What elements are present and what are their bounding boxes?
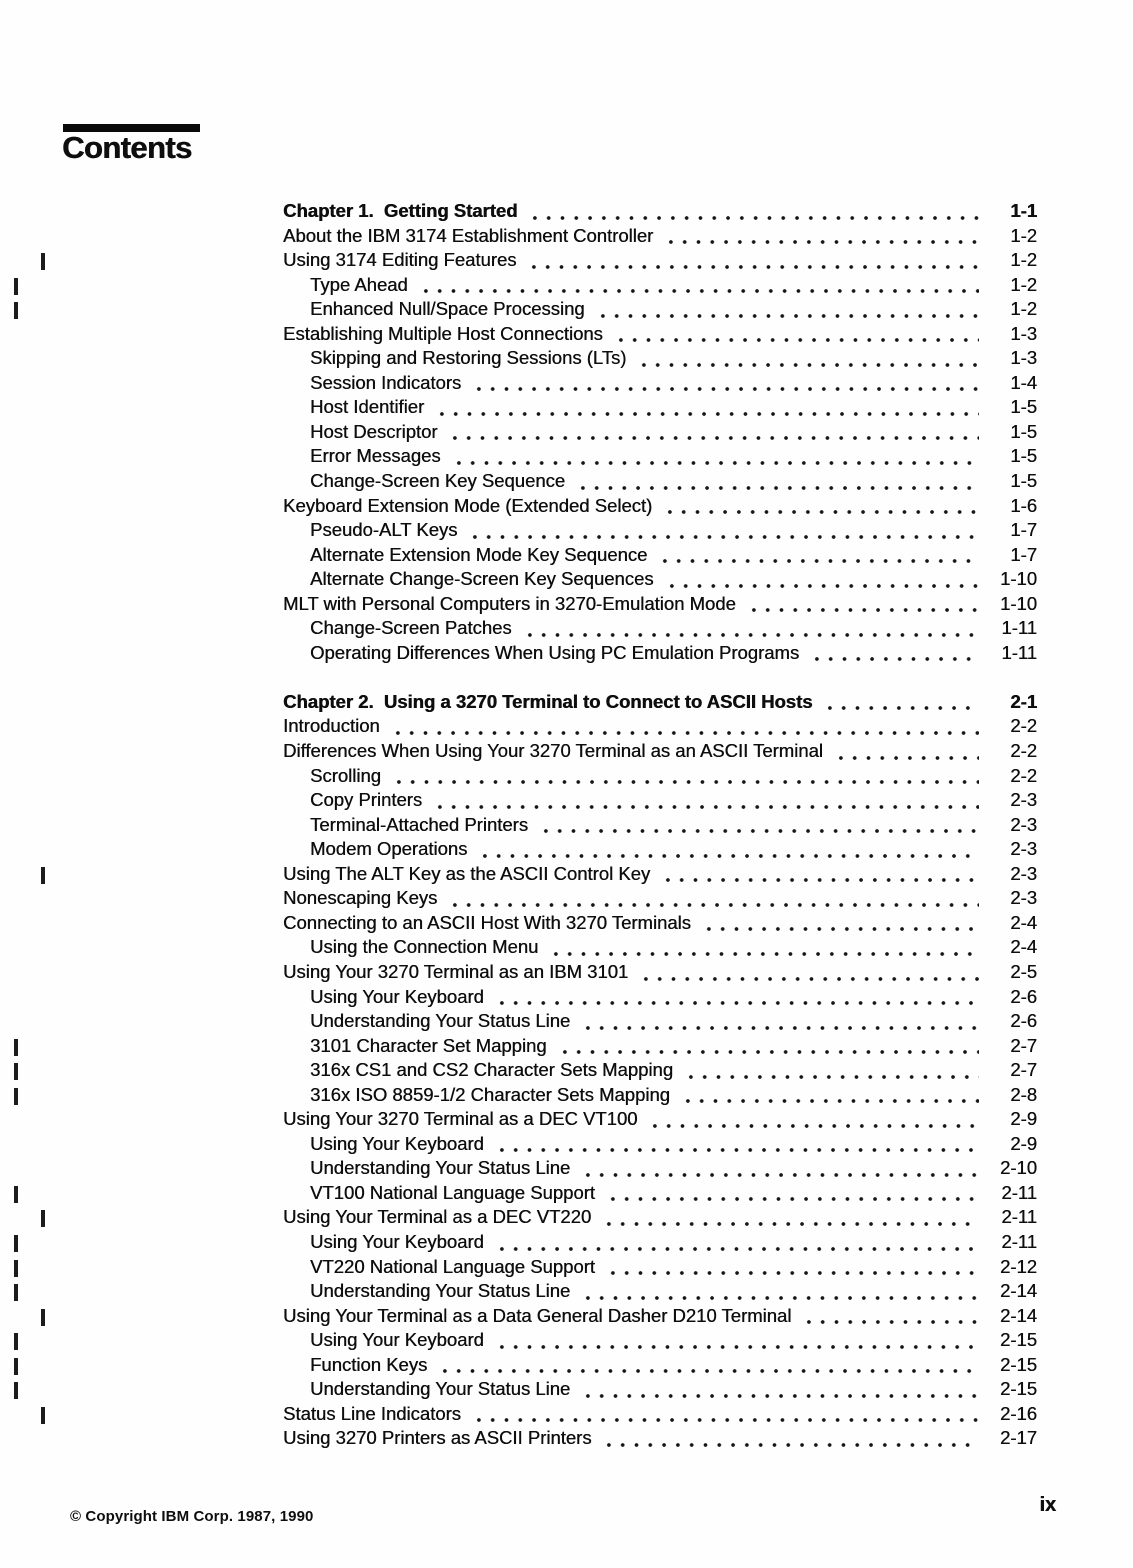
toc-entry-page-number: 2-17 [999,1427,1037,1449]
change-bar [14,1333,18,1350]
toc-entry-label: Change-Screen Patches [310,617,512,639]
dot-leader [438,1368,979,1374]
toc-entry-row [283,887,1037,912]
toc-entry-label: Status Line Indicators [283,1402,461,1424]
toc-entry-row [283,789,1037,814]
toc-entry-page-number: 2-9 [1010,1108,1037,1130]
dot-leader [602,1221,979,1227]
change-bar [14,1063,18,1080]
toc-entry-label: Using Your Terminal as a DEC VT220 [283,1206,592,1228]
toc-entry-row [283,1231,1037,1256]
dot-leader [596,313,979,319]
toc-entry-page-number: 2-14 [999,1304,1037,1326]
dot-leader [495,1344,979,1350]
change-bar [14,1088,18,1105]
toc-entry-label: Using Your Keyboard [310,985,484,1007]
toc-entry-page-number: 2-9 [1010,1132,1037,1154]
dot-leader [664,239,979,245]
toc-entry-row [283,495,1037,520]
change-bar [14,1186,18,1203]
dot-leader [523,632,979,638]
dot-leader [648,1123,979,1129]
toc-entry-page-number: 2-11 [1001,1181,1037,1203]
toc-entry-row [283,1378,1037,1403]
toc-entry-row [283,1280,1037,1305]
toc-entry-label: Host Identifier [310,396,425,418]
toc-entry-label: Using Your 3270 Terminal as an IBM 3101 [283,960,629,982]
dot-leader [802,1319,979,1325]
toc-entry-page-number: 1-5 [1010,420,1037,442]
toc-entry-row [283,863,1037,888]
dot-leader [681,1098,979,1104]
toc-entry-page-number: 1-6 [1010,494,1037,516]
dot-leader [433,804,979,810]
dot-leader [558,1049,979,1055]
toc-entry-row [283,1084,1037,1109]
toc-entry-page-number: 2-12 [999,1255,1037,1277]
toc-entry-page-number: 1-5 [1010,445,1037,467]
dot-leader [419,288,979,294]
toc-entry-page-number: 2-4 [1010,936,1037,958]
toc-entry-page-number: 1-2 [1010,249,1037,271]
change-bar [14,1260,18,1277]
toc-entry-label: Establishing Multiple Host Connections [283,322,603,344]
toc-entry-row [283,715,1037,740]
change-bar [14,302,18,319]
toc-entry-label: Change-Screen Key Sequence [310,470,566,492]
dot-leader [614,337,979,343]
toc-entry-row [283,1108,1037,1133]
toc-entry-row [283,936,1037,961]
toc-entry-row [283,1035,1037,1060]
toc-entry-page-number: 2-15 [999,1329,1037,1351]
toc-entry-row [283,372,1037,397]
dot-leader [448,435,979,441]
toc-entry-page-number: 2-4 [1010,911,1037,933]
toc-entry-page-number: 1-2 [1010,298,1037,320]
toc-entry-label: Alternate Extension Mode Key Sequence [310,543,648,565]
dot-leader [435,411,979,417]
dot-leader [658,558,979,564]
toc-entry-row [283,1329,1037,1354]
dot-leader [495,1000,979,1006]
change-bar [14,1358,18,1375]
toc-entry-label: Chapter 1. Getting Started [283,200,518,221]
dot-leader [810,656,979,662]
dot-leader [747,607,979,613]
toc-entry-page-number: 1-1 [1010,200,1037,221]
dot-leader [392,779,979,785]
toc-entry-page-number: 1-2 [1010,224,1037,246]
toc-entry-label: Alternate Change-Screen Key Sequences [310,568,654,590]
change-bar [41,867,45,884]
toc-entry-label: Using Your Keyboard [310,1329,484,1351]
toc-entry-label: VT220 National Language Support [310,1255,595,1277]
dot-leader [527,264,979,270]
toc-entry-row [283,1059,1037,1084]
toc-entry-label: Type Ahead [310,273,408,295]
toc-entry-page-number: 2-1 [1010,690,1037,712]
change-bar [14,1039,18,1056]
toc-entry-page-number: 1-7 [1010,543,1037,565]
toc-entry-page-number: 1-11 [1001,641,1037,663]
dot-leader [823,705,979,711]
toc-entry-row [283,961,1037,986]
toc-entry-label: About the IBM 3174 Establishment Controller [283,224,654,246]
dot-leader [495,1246,979,1252]
toc-entry-page-number: 1-10 [999,568,1037,590]
change-bar [41,253,45,270]
dot-leader [661,877,979,883]
dot-leader [639,976,979,982]
toc-entry-page-number: 1-4 [1010,371,1037,393]
toc-entry-row [283,445,1037,470]
dot-leader [478,853,979,859]
toc-entry-row [283,225,1037,250]
toc-entry-label: 316x CS1 and CS2 Character Sets Mapping [310,1059,674,1081]
toc-entry-page-number: 2-3 [1010,887,1037,909]
toc-entry-label: Using Your Keyboard [310,1230,484,1252]
copyright-notice: © Copyright IBM Corp. 1987, 1990 [70,1508,314,1525]
toc-entry-label: Connecting to an ASCII Host With 3270 Terminals [283,911,691,933]
toc-entry-row [283,617,1037,642]
toc-entry-label: Using the Connection Menu [310,936,539,958]
toc-entry-row [283,396,1037,421]
toc-chapter-row [283,200,1037,225]
toc-entry-label: 3101 Character Set Mapping [310,1034,547,1056]
toc-entry-row [283,1427,1037,1452]
toc-entry-page-number: 2-11 [1001,1206,1037,1228]
toc-entry-label: Function Keys [310,1353,428,1375]
toc-entry-page-number: 2-15 [999,1353,1037,1375]
toc-entry-row [283,249,1037,274]
toc-entry-page-number: 2-3 [1010,838,1037,860]
toc-entry-label: Keyboard Extension Mode (Extended Select) [283,494,653,516]
toc-entry-page-number: 1-3 [1010,347,1037,369]
toc-entry-label: Chapter 2. Using a 3270 Terminal to Connect to ASCII Hosts [283,690,813,712]
toc-entry-page-number: 1-5 [1010,396,1037,418]
change-bar [14,1382,18,1399]
toc-entry-page-number: 2-2 [1010,740,1037,762]
change-bar [41,1210,45,1227]
toc-entry-label: Operating Differences When Using PC Emulation Programs [310,641,800,663]
dot-leader [472,386,979,392]
toc-entry-label: Using Your 3270 Terminal as a DEC VT100 [283,1108,638,1130]
table-of-contents [283,200,1037,1452]
toc-entry-row [283,347,1037,372]
dot-leader [495,1147,979,1153]
toc-entry-page-number: 1-2 [1010,273,1037,295]
toc-entry-label: Host Descriptor [310,420,438,442]
change-bar [14,278,18,295]
toc-entry-page-number: 1-5 [1010,470,1037,492]
toc-entry-label: Error Messages [310,445,441,467]
toc-entry-page-number: 2-7 [1010,1059,1037,1081]
toc-entry-page-number: 2-16 [999,1402,1037,1424]
toc-entry-row [283,740,1037,765]
toc-entry-page-number: 2-10 [999,1157,1037,1179]
toc-entry-page-number: 1-11 [1001,617,1037,639]
toc-entry-page-number: 2-15 [999,1378,1037,1400]
toc-entry-page-number: 2-14 [999,1280,1037,1302]
toc-entry-label: Enhanced Null/Space Processing [310,298,585,320]
dot-leader [528,215,979,221]
toc-entry-label: Using Your Terminal as a Data General Dasher D210 Terminal [283,1304,792,1326]
toc-chapter-row [283,691,1037,716]
dot-leader [468,534,979,540]
toc-entry-label: Using 3174 Editing Features [283,249,517,271]
dot-leader [452,460,979,466]
dot-leader [702,926,979,932]
toc-entry-row [283,544,1037,569]
toc-entry-row [283,1133,1037,1158]
toc-entry-label: Understanding Your Status Line [310,1157,571,1179]
toc-entry-label: Using Your Keyboard [310,1132,484,1154]
toc-entry-page-number: 2-5 [1010,960,1037,982]
toc-entry-label: MLT with Personal Computers in 3270-Emulation Mode [283,592,736,614]
dot-leader [834,755,979,761]
toc-entry-row [283,1182,1037,1207]
toc-entry-row [283,1206,1037,1231]
folio-page-number: ix [1039,1494,1056,1516]
toc-entry-label: Terminal-Attached Printers [310,813,528,835]
toc-entry-page-number: 2-11 [1001,1230,1037,1252]
toc-entry-page-number: 2-2 [1010,715,1037,737]
dot-leader [539,828,979,834]
toc-entry-row [283,1403,1037,1428]
toc-entry-row [283,1305,1037,1330]
toc-entry-row [283,421,1037,446]
toc-entry-row [283,912,1037,937]
toc-entry-label: Pseudo-ALT Keys [310,519,458,541]
dot-leader [602,1442,979,1448]
toc-entry-row [283,986,1037,1011]
toc-entry-label: 316x ISO 8859-1/2 Character Sets Mapping [310,1083,670,1105]
toc-entry-label: Using The ALT Key as the ASCII Control Key [283,862,651,884]
change-bar [41,1309,45,1326]
toc-entry-row [283,323,1037,348]
dot-leader [472,1417,979,1423]
toc-entry-row [283,1157,1037,1182]
toc-entry-row [283,470,1037,495]
toc-entry-label: VT100 National Language Support [310,1181,595,1203]
toc-entry-page-number: 2-6 [1010,985,1037,1007]
dot-leader [606,1270,979,1276]
dot-leader [448,902,979,908]
toc-entry-page-number: 2-3 [1010,789,1037,811]
toc-entry-label: Skipping and Restoring Sessions (LTs) [310,347,627,369]
change-bar [14,1284,18,1301]
dot-leader [581,1025,979,1031]
toc-entry-row [283,814,1037,839]
toc-entry-page-number: 2-7 [1010,1034,1037,1056]
toc-entry-label: Modem Operations [310,838,468,860]
dot-leader [576,485,979,491]
change-bar [41,1407,45,1424]
dot-leader [665,583,980,589]
toc-entry-label: Introduction [283,715,380,737]
toc-entry-label: Copy Printers [310,789,423,811]
toc-entry-row [283,593,1037,618]
toc-entry-row [283,1354,1037,1379]
toc-entry-page-number: 1-3 [1010,322,1037,344]
change-bar [14,1235,18,1252]
toc-entry-label: Nonescaping Keys [283,887,438,909]
toc-entry-label: Differences When Using Your 3270 Terminal as an ASCII Terminal [283,740,823,762]
dot-leader [391,730,979,736]
dot-leader [684,1074,979,1080]
toc-entry-page-number: 1-7 [1010,519,1037,541]
toc-entry-label: Understanding Your Status Line [310,1378,571,1400]
toc-entry-label: Understanding Your Status Line [310,1280,571,1302]
dot-leader [581,1393,979,1399]
toc-entry-page-number: 2-8 [1010,1083,1037,1105]
toc-entry-page-number: 2-6 [1010,1010,1037,1032]
dot-leader [606,1196,979,1202]
dot-leader [581,1172,979,1178]
toc-entry-label: Understanding Your Status Line [310,1010,571,1032]
toc-entry-row [283,642,1037,667]
dot-leader [581,1295,979,1301]
dot-leader [549,951,979,957]
toc-entry-row [283,568,1037,593]
toc-entry-label: Scrolling [310,764,381,786]
toc-entry-page-number: 2-3 [1010,813,1037,835]
toc-entry-row [283,519,1037,544]
dot-leader [637,362,979,368]
toc-entry-page-number: 2-3 [1010,862,1037,884]
toc-entry-row [283,1010,1037,1035]
page-title: Contents [62,130,192,165]
toc-entry-row [283,838,1037,863]
toc-entry-row [283,1256,1037,1281]
toc-entry-row [283,765,1037,790]
toc-entry-page-number: 2-2 [1010,764,1037,786]
toc-entry-row [283,298,1037,323]
toc-entry-page-number: 1-10 [999,592,1037,614]
toc-entry-row [283,274,1037,299]
toc-entry-label: Using 3270 Printers as ASCII Printers [283,1427,592,1449]
dot-leader [663,509,979,515]
toc-entry-label: Session Indicators [310,371,462,393]
